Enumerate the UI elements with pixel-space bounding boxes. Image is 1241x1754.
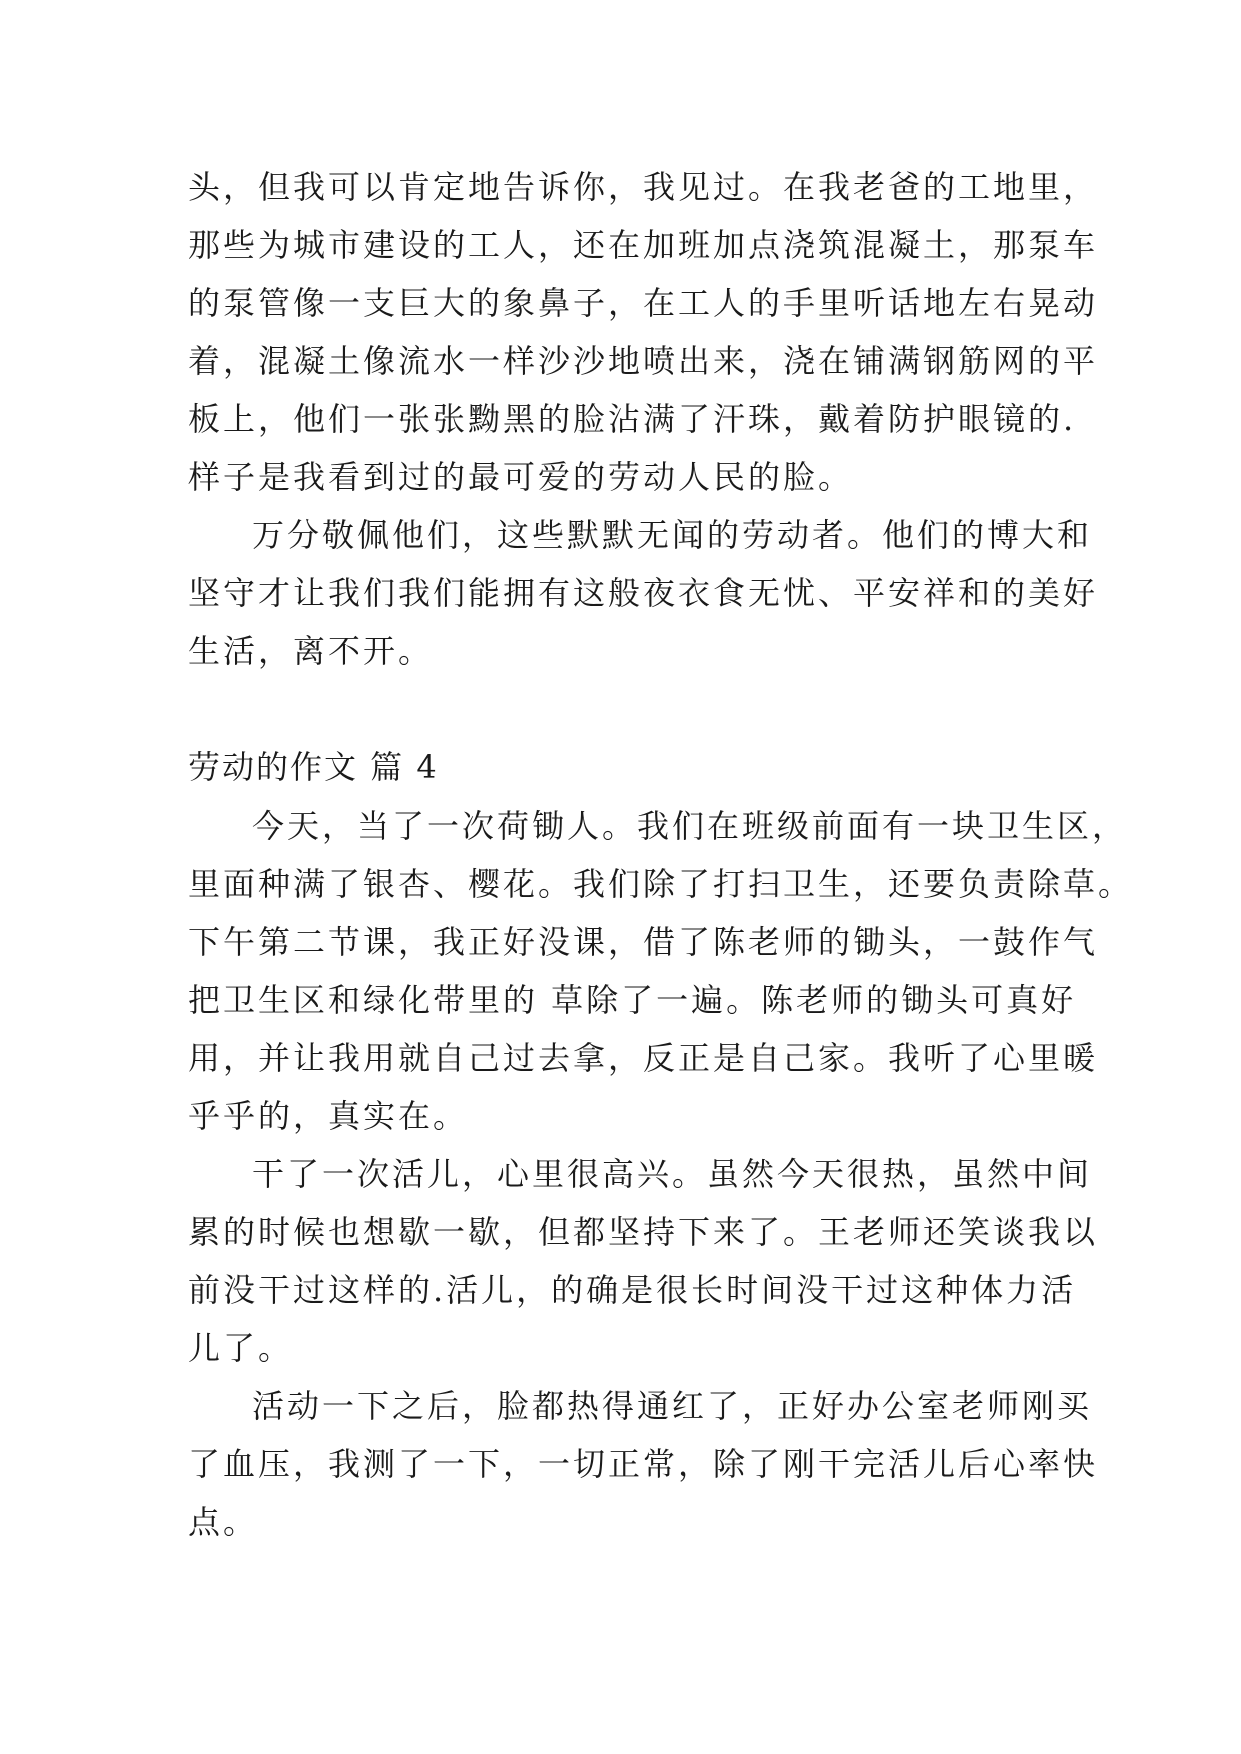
text-line: 把卫生区和绿化带里的 草除了一遍。陈老师的锄头可真好 bbox=[188, 981, 1077, 1019]
essay-4-body bbox=[188, 797, 1134, 1551]
text-line: 坚守才让我们我们能拥有这般夜衣食无忧、平安祥和的美好 bbox=[188, 574, 1099, 612]
text-line: 万分敬佩他们，这些默默无闻的劳动者。他们的博大和 bbox=[252, 516, 1093, 554]
text-line: 板上，他们一张张黝黑的脸沾满了汗珠，戴着防护眼镜的. bbox=[188, 400, 1077, 438]
text-line: 干了一次活儿，心里很高兴。虽然今天很热，虽然中间 bbox=[252, 1155, 1093, 1193]
paragraph bbox=[188, 1145, 1099, 1377]
text-line: 活动一下之后，脸都热得通红了，正好办公室老师刚买 bbox=[252, 1387, 1093, 1425]
text-line: 着，混凝土像流水一样沙沙地喷出来，浇在铺满钢筋网的平 bbox=[188, 342, 1099, 380]
text-line: 今天，当了一次荷锄人。我们在班级前面有一块卫生区， bbox=[252, 807, 1128, 845]
paragraph bbox=[188, 158, 1099, 506]
text-line: 头，但我可以肯定地告诉你，我见过。在我老爸的工地里， bbox=[188, 168, 1099, 206]
text-line: 生活，离不开。 bbox=[188, 632, 434, 670]
section-heading: 劳动的作文 篇 4 bbox=[188, 748, 439, 786]
text-line: 前没干过这样的.活儿，的确是很长时间没干过这种体力活 bbox=[188, 1271, 1077, 1309]
text-line: 样子是我看到过的最可爱的劳动人民的脸。 bbox=[188, 458, 854, 496]
text-line: 用，并让我用就自己过去拿，反正是自己家。我听了心里暖 bbox=[188, 1039, 1099, 1077]
text-line: 累的时候也想歇一歇，但都坚持下来了。王老师还笑谈我以 bbox=[188, 1213, 1099, 1251]
text-line: 儿了。 bbox=[188, 1329, 294, 1367]
paragraph bbox=[188, 1377, 1099, 1551]
text-line: 了血压，我测了一下，一切正常，除了刚干完活儿后心率快 bbox=[188, 1445, 1099, 1483]
paragraph bbox=[188, 797, 1134, 1145]
text-line: 乎乎的，真实在。 bbox=[188, 1097, 469, 1135]
text-line: 的泵管像一支巨大的象鼻子，在工人的手里听话地左右晃动 bbox=[188, 284, 1099, 322]
text-line: 点。 bbox=[188, 1503, 259, 1541]
text-line: 里面种满了银杏、樱花。我们除了打扫卫生，还要负责除草。 bbox=[188, 865, 1134, 903]
text-line: 那些为城市建设的工人，还在加班加点浇筑混凝土，那泵车 bbox=[188, 226, 1099, 264]
text-line: 下午第二节课，我正好没课，借了陈老师的锄头，一鼓作气 bbox=[188, 923, 1099, 961]
paragraph bbox=[188, 506, 1099, 680]
essay-3-body bbox=[188, 158, 1099, 680]
